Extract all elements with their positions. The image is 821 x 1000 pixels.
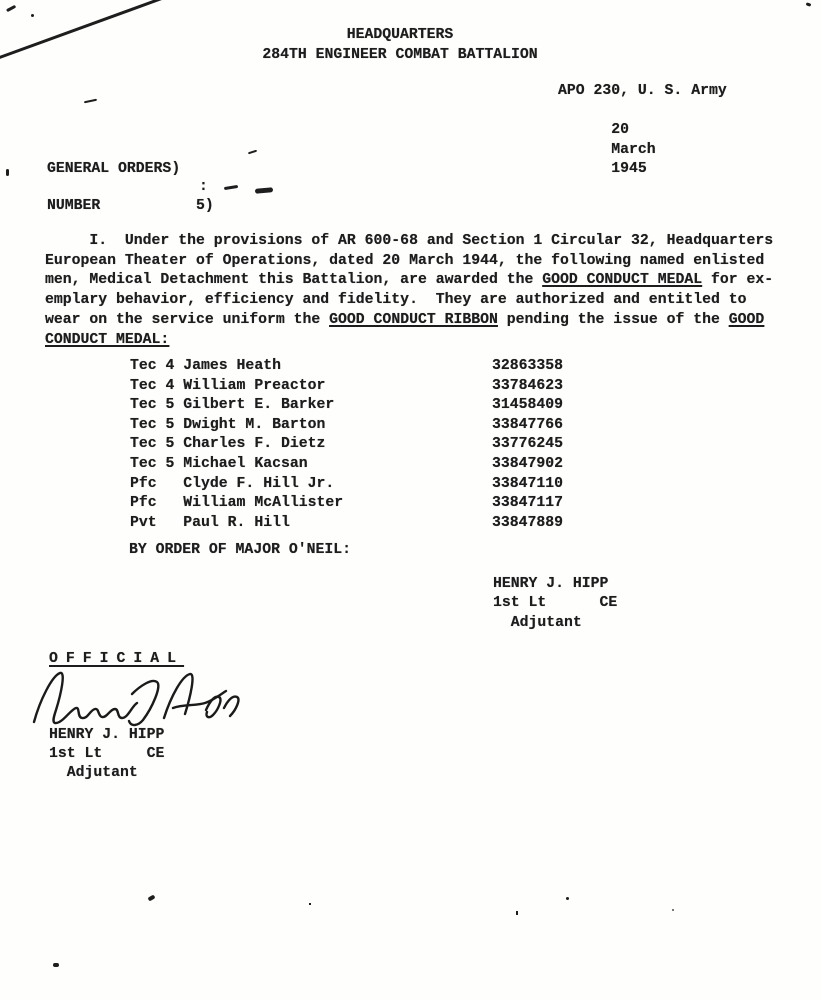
table-row: [0, 397, 821, 417]
battalion-name: 284TH ENGINEER COMBAT BATTALION: [262, 46, 538, 63]
general-orders-colon: :: [199, 179, 208, 195]
headquarters-title: HEADQUARTERS: [346, 27, 454, 43]
roster-serial: 33847902: [492, 455, 564, 472]
scan-artifact: [6, 5, 16, 12]
scan-artifact: [309, 903, 311, 905]
scan-artifact: [248, 150, 257, 155]
body-line: [45, 331, 773, 351]
roster-name: Tec 5 Gilbert E. Barker: [130, 397, 335, 414]
table-row: [0, 436, 821, 456]
roster-name: Pvt Paul R. Hill: [130, 514, 290, 531]
officer-rank: 1st Lt CE: [49, 745, 165, 762]
scan-artifact: [516, 911, 518, 915]
officer-name: HENRY J. HIPP: [493, 576, 609, 592]
order-number-label: NUMBER: [47, 198, 101, 214]
scan-artifact: [147, 895, 155, 902]
officer-title: Adjutant: [493, 614, 582, 631]
official-label: OFFICIAL: [49, 651, 185, 667]
roster-name: Tec 4 William Preactor: [130, 377, 326, 394]
apo-line: APO 230, U. S. Army: [558, 83, 727, 99]
scan-artifact: [6, 169, 9, 176]
roster-name: Tec 5 Charles F. Dietz: [130, 436, 326, 453]
general-orders-label: GENERAL ORDERS): [47, 161, 181, 177]
roster-serial: 33847117: [492, 495, 564, 512]
roster-serial: 33847110: [492, 475, 564, 492]
table-row: [0, 515, 821, 535]
scan-artifact: [224, 185, 238, 190]
date-month: March: [611, 141, 656, 158]
signature-block-right: [493, 575, 617, 633]
date-day: 20: [611, 122, 630, 138]
by-order-line: BY ORDER OF MAJOR O'NEIL:: [129, 542, 351, 558]
table-row: [0, 495, 821, 515]
scan-artifact: [806, 2, 812, 7]
roster-serial: 33847766: [492, 416, 564, 433]
table-row: [0, 378, 821, 398]
table-row: [0, 476, 821, 496]
table-row: [0, 456, 821, 476]
table-row: [0, 417, 821, 437]
scan-artifact: [566, 897, 569, 900]
apo-date-block: [558, 82, 727, 199]
scan-artifact: [84, 99, 97, 104]
roster-name: Tec 4 James Heath: [130, 358, 281, 374]
scan-artifact: [255, 187, 273, 194]
officer-rank: 1st Lt CE: [493, 595, 618, 612]
roster-serial: 33847889: [492, 514, 564, 531]
roster-serial: 31458409: [492, 397, 564, 414]
roster-name: Tec 5 Michael Kacsan: [130, 455, 308, 472]
scan-artifact: [53, 963, 59, 967]
signature-block-left: [49, 726, 164, 782]
order-number-value: 5): [196, 198, 214, 214]
roster-serial: 33776245: [492, 436, 564, 453]
body-line: wear on the service uniform the GOOD CONDUCT RIBBON pending the issue of the GOOD: [45, 311, 765, 328]
roster-serial: 33784623: [492, 377, 564, 394]
table-row: [0, 358, 821, 378]
body-line: emplary behavior, efficiency and fidelity. They are authorized and entitled to: [45, 292, 747, 309]
roster: [0, 358, 821, 534]
date-year: 1945: [611, 161, 647, 177]
roster-name: Pfc William McAllister: [130, 495, 344, 512]
body-paragraph: [45, 232, 773, 350]
conduct-medal-phrase: CONDUCT MEDAL:: [45, 331, 170, 348]
date-line: [558, 102, 727, 200]
good-conduct-medal-phrase: GOOD CONDUCT MEDAL: [542, 272, 703, 289]
roster-serial: 32863358: [492, 358, 564, 374]
body-line: I. Under the provisions of AR 600-68 and Section 1 Circular 32, Headquarters: [45, 233, 774, 249]
body-line: men, Medical Detachment this Battalion, are awarded the GOOD CONDUCT MEDAL for ex-: [45, 272, 774, 289]
scan-artifact: [31, 14, 34, 17]
scan-artifact: [672, 909, 674, 911]
roster-name: Pfc Clyde F. Hill Jr.: [130, 475, 335, 492]
good-conduct-ribbon-phrase: GOOD CONDUCT RIBBON: [329, 311, 498, 328]
officer-name: HENRY J. HIPP: [49, 727, 165, 743]
officer-title: Adjutant: [49, 764, 138, 781]
letterhead: [0, 26, 800, 65]
roster-name: Tec 5 Dwight M. Barton: [130, 416, 326, 433]
body-line: European Theater of Operations, dated 20 March 1944, the following named enlisted: [45, 252, 765, 269]
